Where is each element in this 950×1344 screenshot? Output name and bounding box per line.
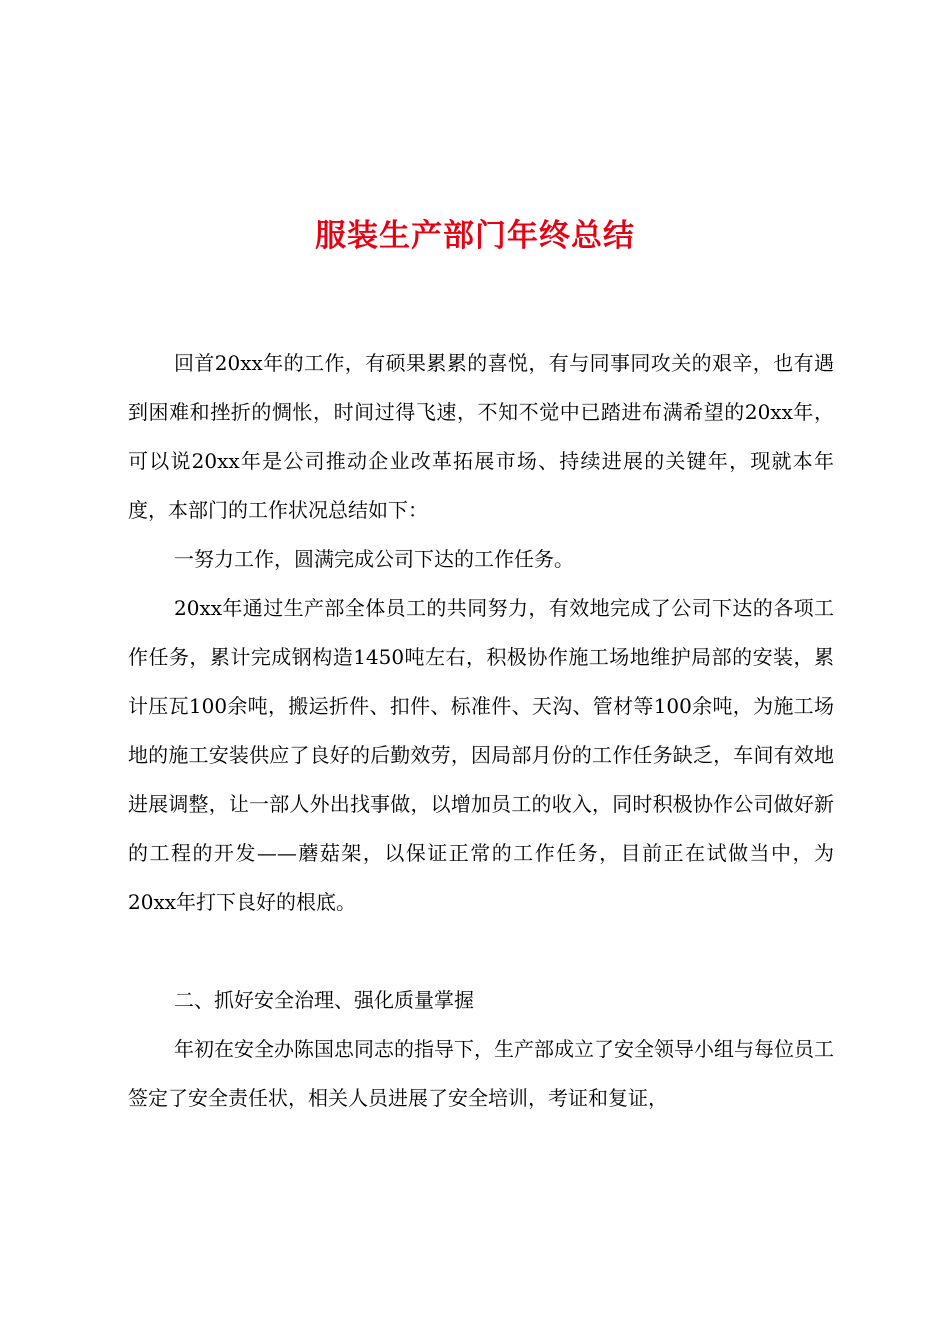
document-title: 服装生产部门年终总结 [315,218,635,254]
section-heading-1: 一努力工作，圆满完成公司下达的工作任务。 [174,547,574,571]
paragraph-intro: 回首20xx年的工作，有硕果累累的喜悦，有与同事同攻关的艰辛，也有遇到困难和挫折的惆怅，时间过得飞速，不知不觉中已踏进布满希望的20xx年，可以说20xx年是公司推动企业改革拓展市场、持续进展的关键年，现就本年度，本部门的工作状况总结如下： [128,351,834,522]
document-body [128,339,834,1123]
blank-line [128,927,834,976]
paragraph-section-1: 20xx年通过生产部全体员工的共同努力，有效地完成了公司下达的各项工作任务，累计完成钢构造1450吨左右，积极协作施工场地维护局部的安装，累计压瓦100余吨，搬运折件、扣件、标准件、天沟、管材等100余吨，为施工场地的施工安装供应了良好的后勤效劳，因局部月份的工作任务缺乏，车间有效地进展调整，让一部人外出找事做，以增加员工的收入，同时积极协作公司做好新的工程的开发——蘑菇架，以保证正常的工作任务，目前正在试做当中，为20xx年打下良好的根底。 [128,596,834,914]
section-heading-2: 二、抓好安全治理、强化质量掌握 [174,988,474,1012]
paragraph-section-2: 年初在安全办陈国忠同志的指导下，生产部成立了安全领导小组与每位员工签定了安全责任状，相关人员进展了安全培训，考证和复证， [128,1037,834,1110]
